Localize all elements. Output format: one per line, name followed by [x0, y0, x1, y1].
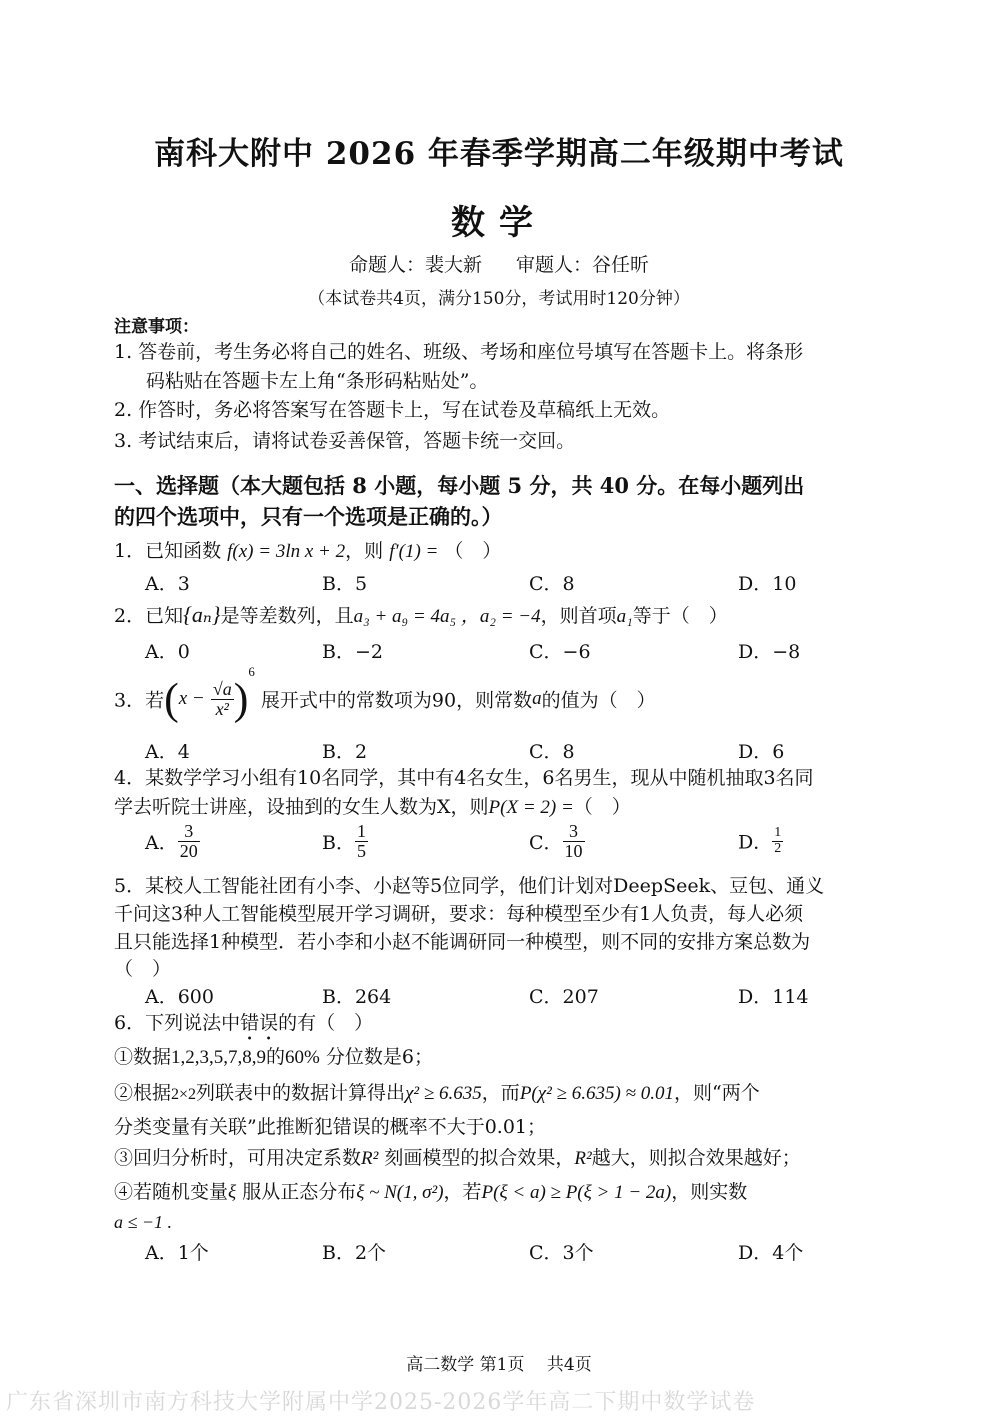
q3-x: x − — [178, 688, 205, 709]
q6-emphasis: 错误 — [240, 1012, 279, 1034]
question-6: 6．下列说法中错误的有（ ） — [114, 1012, 374, 1034]
q3-fraction: $\frac{√a}{\text{x²}}$ — [212, 678, 232, 719]
q6-statement-1: ①数据1,2,3,5,7,8,9的60% 分位数是6； — [114, 1046, 433, 1068]
q6-statement-4-line-1: ④若随机变量ξ 服从正态分布ξ ~ N(1, σ²)，若P(ξ < a) ≥ P(ξ > 1 − 2a)，则实数 — [114, 1181, 748, 1203]
q2-condition: a₃ + a₉ = 4a₅ ，a₂ = −4 — [353, 606, 541, 627]
q5-option-d: D．114 — [738, 986, 809, 1008]
q6-option-c: C．3个 — [529, 1242, 594, 1264]
author-reviewer: 审题人：谷任昕 — [516, 254, 650, 276]
q2-a1: a₁ — [616, 606, 633, 627]
note-item-1-line-1: 1. 答卷前，考生务必将自己的姓名、班级、考场和座位号填写在答题卡上。将条形 — [114, 341, 804, 363]
q4-option-b: B． $\frac{1}{5}$ — [322, 821, 366, 861]
q1-formula: f(x) = 3ln x + 2 — [227, 541, 346, 562]
exam-title: 南科大附中 2026 年春季学期高二年级期中考试 — [154, 136, 844, 172]
section-1-heading-line-1: 一、选择题（本大题包括 8 小题，每小题 5 分，共 40 分。在每小题列出 — [114, 473, 805, 498]
notes-heading: 注意事项： — [114, 317, 199, 337]
q1-option-a: A．3 — [145, 573, 190, 595]
q2-option-a: A．0 — [145, 641, 190, 663]
question-5-line-1: 5．某校人工智能社团有小李、小赵等5位同学，他们计划对DeepSeek、豆包、通义 — [114, 875, 825, 897]
q2-option-c: C．−6 — [529, 641, 591, 663]
q5-option-b: B．264 — [322, 986, 392, 1008]
question-5-line-2: 千问这3种人工智能模型展开学习调研，要求：每种模型至少有1人负责，每人必须 — [114, 903, 804, 925]
note-item-2: 2. 作答时，务必将答案写在答题卡上，写在试卷及草稿纸上无效。 — [114, 399, 671, 421]
q2-sequence: {aₙ} — [183, 602, 221, 627]
q3-option-c: C．8 — [529, 741, 575, 763]
authors-line — [0, 250, 998, 277]
q6-option-b: B．2个 — [322, 1242, 387, 1264]
author-setter: 命题人：裴大新 — [348, 254, 482, 276]
q1-option-b: B．5 — [322, 573, 368, 595]
subject-title: 数学 — [451, 203, 547, 243]
page-footer: 高二数学 第1页 共4页 — [406, 1355, 592, 1375]
question-5-line-3: 且只能选择1种模型．若小李和小赵不能调研同一种模型，则不同的安排方案总数为 — [114, 931, 811, 953]
q4-option-a: A． $\frac{3}{20}$ — [145, 821, 198, 861]
q6-statement-4-line-2: a ≤ −1 . — [114, 1212, 173, 1232]
q3-option-b: B．2 — [322, 741, 368, 763]
note-item-1-line-2: 码粘贴在答题卡左上角“条形码粘贴处”。 — [146, 370, 489, 392]
question-3: 3．若(x − $\frac{√a}{\text{x²}}$ )$^6$ 展开式中的常数项为90，则常数a的值为（ ） — [114, 664, 656, 724]
q6-statement-3: ③回归分析时，可用决定系数R² 刻画模型的拟合效果，R²越大，则拟合效果越好； — [114, 1147, 801, 1169]
question-1: 1．已知函数 f(x) = 3ln x + 2，则 f′(1) = （ ） — [114, 540, 502, 562]
q5-option-c: C．207 — [529, 986, 599, 1008]
q2-option-b: B．−2 — [322, 641, 383, 663]
question-2: 2．已知{aₙ}是等差数列，且a₃ + a₉ = 4a₅ ，a₂ = −4，则首项a₁等于（ ） — [114, 602, 728, 627]
question-4-line-1: 4．某数学学习小组有10名同学，其中有4名女生，6名男生，现从中随机抽取3名同 — [114, 767, 814, 789]
q6-statement-2-line-1: ②根据2×2列联表中的数据计算得出χ² ≥ 6.635，而P(χ² ≥ 6.635) ≈ 0.01，则“两个 — [114, 1082, 760, 1104]
q1-derivative: f′(1) = — [389, 541, 439, 562]
q4-option-c: C． $\frac{3}{10}$ — [529, 821, 583, 861]
q3-option-d: D．6 — [738, 741, 785, 763]
q5-option-a: A．600 — [145, 986, 214, 1008]
question-5-line-4: （ ） — [114, 958, 172, 980]
note-item-3: 3. 考试结束后，请将试卷妥善保管，答题卡统一交回。 — [114, 430, 576, 452]
q4-probability: P(X = 2) = — [488, 797, 574, 818]
q4-option-d: D． $\frac{1}{2}$ — [738, 825, 782, 856]
q6-option-d: D．4个 — [738, 1242, 804, 1264]
q1-option-c: C．8 — [529, 573, 575, 595]
q3-exponent: 6 — [248, 664, 255, 679]
q6-option-a: A．1个 — [145, 1242, 209, 1264]
q1-option-d: D．10 — [738, 573, 797, 595]
q6-statement-2-line-2: 分类变量有关联”此推断犯错误的概率不大于0.01； — [114, 1116, 547, 1138]
q2-option-d: D．−8 — [738, 641, 801, 663]
watermark: 广东省深圳市南方科技大学附属中学2025-2026学年高二下期中数学试卷 — [6, 1390, 756, 1415]
exam-info: （本试卷共4页，满分150分，考试用时120分钟） — [308, 289, 690, 309]
q3-option-a: A．4 — [145, 741, 190, 763]
section-1-heading-line-2: 的四个选项中，只有一个选项是正确的。） — [114, 504, 503, 529]
question-4-line-2: 学去听院士讲座，设抽到的女生人数为X，则P(X = 2) =（ ） — [114, 796, 631, 818]
